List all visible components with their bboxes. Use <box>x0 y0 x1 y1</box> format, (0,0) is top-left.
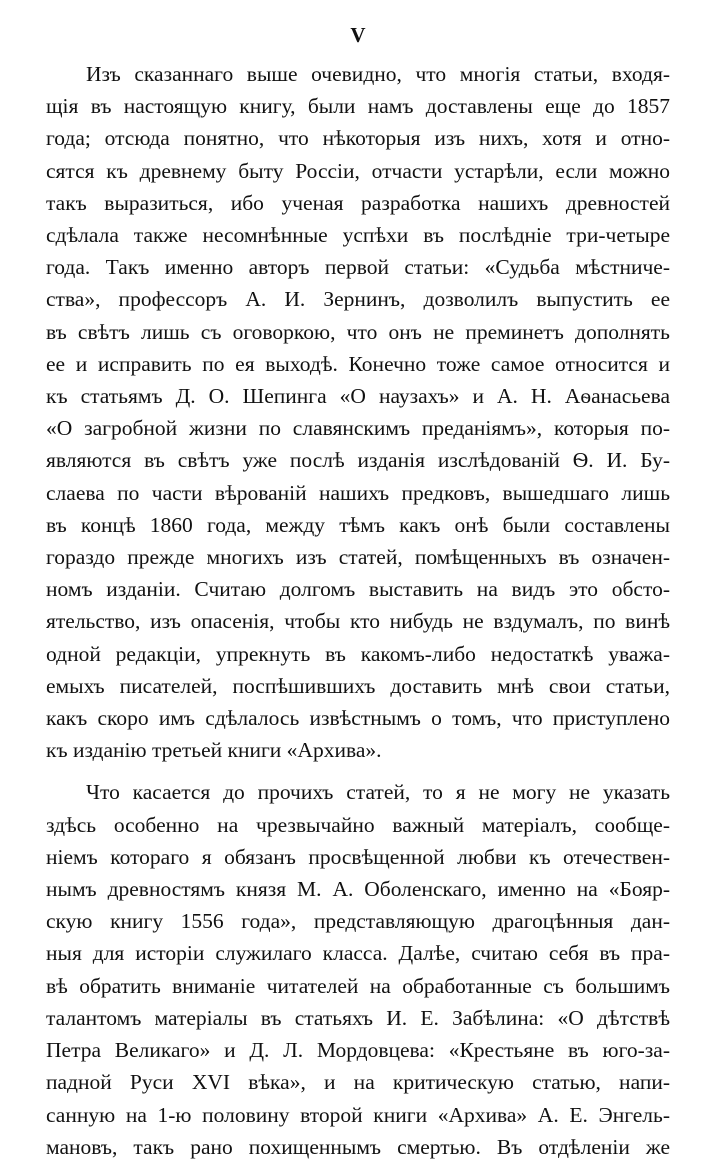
text-line: щія въ настоящую книгу, были намъ доставлены еще до 1857 <box>46 94 670 119</box>
text-line: здѣсь особенно на чрезвычайно важный матеріалъ, сообще- <box>46 812 670 837</box>
text-line: санную на 1-ю половину второй книги «Архива» А. Е. Энгель- <box>46 1102 670 1127</box>
text-line: ее и исправить по ея выходѣ. Конечно тоже самое относится и <box>46 351 670 376</box>
text-line: Что касается до прочихъ статей, то я не могу не указать <box>86 780 670 805</box>
text-line: въ свѣтъ лишь съ оговоркою, что онъ не преминетъ дополнять <box>46 319 670 344</box>
text-line: сятся къ древнему быту Россіи, отчасти устарѣли, если можно <box>46 158 670 183</box>
text-line: какъ скоро имъ сдѣлалось извѣстнымъ о томъ, что приступлено <box>46 706 670 731</box>
text-line: года. Такъ именно авторъ первой статьи: «Судьба мѣстниче- <box>46 255 670 280</box>
text-line: одной редакціи, упрекнуть въ какомъ-либо недостаткѣ уважа- <box>46 641 670 666</box>
page-number: V <box>350 23 366 47</box>
text-line: въ концѣ 1860 года, между тѣмъ какъ онѣ были составлены <box>46 512 670 537</box>
text-line: къ изданію третьей книги «Архива». <box>46 738 382 763</box>
text-line: падной Руси XVI вѣка», и на критическую статью, напи- <box>46 1070 670 1095</box>
paragraph-gap <box>46 766 670 776</box>
text-line: талантомъ матеріалы въ статьяхъ И. Е. Забѣлина: «О дѣтствѣ <box>46 1005 670 1030</box>
text-line: мановъ, такъ рано похищеннымъ смертью. Въ отдѣленіи же <box>46 1134 670 1159</box>
paragraph-2 <box>46 776 670 1162</box>
text-line: такъ выразиться, ибо ученая разработка нашихъ древностей <box>46 190 670 215</box>
text-line: «О загробной жизни по славянскимъ преданіямъ», которыя по- <box>46 416 670 441</box>
text-line: вѣ обратить вниманіе читателей на обработанные съ большимъ <box>46 973 670 998</box>
text-line: къ статьямъ Д. О. Шепинга «О наузахъ» и А. Н. Аѳанасьева <box>46 384 670 409</box>
text-line: Изъ сказаннаго выше очевидно, что многія статьи, входя- <box>86 62 670 86</box>
text-line: слаева по части вѣрованій нашихъ предковъ, вышедшаго лишь <box>46 480 670 505</box>
text-line: ятельство, изъ опасенія, чтобы кто нибудь не вздумалъ, по винѣ <box>46 609 670 634</box>
paragraph-1 <box>46 58 670 766</box>
text-line: года; отсюда понятно, что нѣкоторыя изъ нихъ, хотя и отно- <box>46 126 670 151</box>
text-line: ніемъ котораго я обязанъ просвѣщенной любви къ отечествен- <box>46 844 670 869</box>
text-line: Петра Великаго» и Д. Л. Мордовцева: «Крестьяне въ юго-за- <box>46 1038 670 1063</box>
text-line: скую книгу 1556 года», представляющую драгоцѣнныя дан- <box>46 909 670 934</box>
text-line: гораздо прежде многихъ изъ статей, помѣщенныхъ въ означен- <box>46 545 670 570</box>
text-line: нымъ древностямъ князя М. А. Оболенскаго, именно на «Бояр- <box>46 877 670 902</box>
text-line: ныя для исторіи служилаго класса. Далѣе, считаю себя въ пра- <box>46 941 670 966</box>
text-line: номъ изданіи. Считаю долгомъ выставить на видъ это обсто- <box>46 577 670 602</box>
text-line: сдѣлала также несомнѣнные успѣхи въ послѣдніе три-четыре <box>46 223 670 248</box>
text-line: емыхъ писателей, поспѣшившихъ доставить мнѣ свои статьи, <box>46 673 670 698</box>
text-line: ства», профессоръ А. И. Зернинъ, дозволилъ выпустить ее <box>46 287 670 312</box>
text-line: являются въ свѣтъ уже послѣ изданія изслѣдованій Ѳ. И. Бу- <box>46 448 670 473</box>
